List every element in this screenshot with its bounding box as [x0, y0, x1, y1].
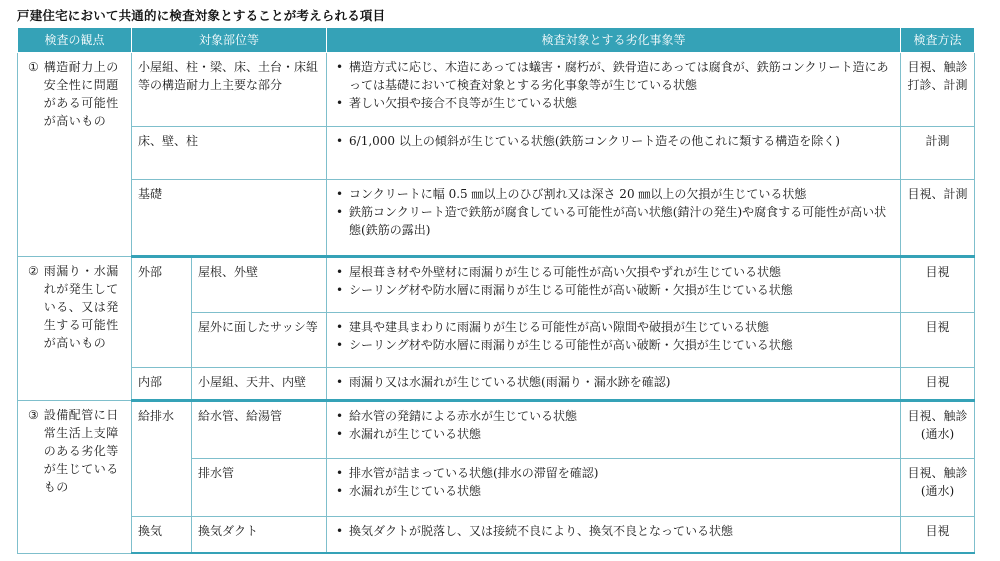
- perspective-text: 構造耐力上の安全性に問題がある可能性が高いもの: [43, 60, 119, 128]
- degradation-item: • 6/1,000 以上の傾斜が生じている状態(鉄筋コンクリート造その他これに類する構造を除く): [333, 132, 894, 150]
- category-cell: 換気: [132, 517, 192, 553]
- part-cell: 小屋組、柱・梁、床、土台・床組等の構造耐力上主要な部分: [132, 53, 327, 127]
- part-cell: 床、壁、柱: [132, 126, 327, 179]
- method-cell: [901, 180, 975, 257]
- degradation-item: • 著しい欠損や接合不良等が生じている状態: [333, 94, 894, 112]
- method-cell: [901, 517, 975, 553]
- document-title: 戸建住宅において共通的に検査対象とすることが考えられる項目: [17, 8, 386, 23]
- table-row: [18, 367, 975, 400]
- method-cell: [901, 458, 975, 517]
- degradation-cell: [327, 401, 901, 459]
- part-cell: 排水管: [192, 458, 327, 517]
- degradation-cell: [327, 517, 901, 553]
- perspective-cell: [18, 256, 132, 400]
- method-cell: [901, 53, 975, 127]
- part-cell: 基礎: [132, 180, 327, 257]
- category-cell: 給排水: [132, 401, 192, 517]
- perspective-number: ②: [28, 263, 39, 278]
- degradation-cell: [327, 458, 901, 517]
- table-row: [18, 53, 975, 127]
- method-cell: [901, 401, 975, 459]
- perspective-number: ③: [28, 408, 39, 423]
- table-row: [18, 401, 975, 459]
- method-text: 計測: [925, 133, 950, 148]
- degradation-item: • 換気ダクトが脱落し、又は接続不良により、換気不良となっている状態: [333, 522, 894, 540]
- degradation-item: • 雨漏り又は水漏れが生じている状態(雨漏り・漏水跡を確認): [333, 373, 894, 391]
- degradation-item: • 給水管の発錆による赤水が生じている状態: [333, 407, 894, 425]
- method-text: 目視、触診: [907, 409, 968, 424]
- method-cell: [901, 126, 975, 179]
- degradation-cell: [327, 367, 901, 400]
- part-cell: 屋外に面したサッシ等: [192, 313, 327, 367]
- degradation-item: • 屋根葺き材や外壁材に雨漏りが生じる可能性が高い欠損やずれが生じている状態: [333, 263, 894, 281]
- category-cell: 内部: [132, 367, 192, 400]
- degradation-item: • 構造方式に応じ、木造にあっては蟻害・腐朽が、鉄骨造にあっては腐食が、鉄筋コンクリート造にあっては基礎において検査対象とする劣化事象等が生じている状態: [333, 58, 894, 94]
- method-text: (通水): [920, 483, 955, 498]
- method-text: 目視: [925, 320, 950, 335]
- category-cell: 外部: [132, 256, 192, 367]
- part-cell: 屋根、外壁: [192, 256, 327, 313]
- inspection-items-table: [17, 27, 975, 554]
- method-text: 目視: [925, 524, 950, 539]
- method-text: 目視: [925, 374, 950, 389]
- perspective-text: 設備配管に日常生活上支障のある劣化等が生じているもの: [43, 408, 119, 495]
- degradation-item: • 鉄筋コンクリート造で鉄筋が腐食している可能性が高い状態(錆汁の発生)や腐食する可能性が高い状態(鉄筋の露出): [333, 203, 894, 239]
- degradation-item: • シーリング材や防水層に雨漏りが生じる可能性が高い破断・欠損が生じている状態: [333, 336, 894, 354]
- method-text: 目視、触診: [907, 60, 968, 74]
- method-cell: [901, 313, 975, 367]
- degradation-item: • シーリング材や防水層に雨漏りが生じる可能性が高い破断・欠損が生じている状態: [333, 281, 894, 299]
- perspective-number: ①: [28, 60, 39, 74]
- method-cell: [901, 256, 975, 313]
- degradation-cell: [327, 180, 901, 257]
- header-target-part: 対象部位等: [132, 28, 327, 53]
- degradation-item: • 建具や建具まわりに雨漏りが生じる可能性が高い隙間や破損が生じている状態: [333, 318, 894, 336]
- method-text: 目視、触診: [907, 465, 968, 480]
- table-row: [18, 126, 975, 179]
- part-cell: 給水管、給湯管: [192, 401, 327, 459]
- header-method: 検査方法: [901, 28, 975, 53]
- part-cell: 小屋組、天井、内壁: [192, 367, 327, 400]
- degradation-cell: [327, 53, 901, 127]
- degradation-cell: [327, 126, 901, 179]
- degradation-item: • 排水管が詰まっている状態(排水の滞留を確認): [333, 464, 894, 482]
- header-perspective: 検査の観点: [18, 28, 132, 53]
- perspective-cell: [18, 53, 132, 257]
- table-row: [18, 180, 975, 257]
- header-degradation: 検査対象とする劣化事象等: [327, 28, 901, 53]
- method-text: 打診、計測: [907, 78, 968, 92]
- method-text: (通水): [920, 427, 955, 442]
- degradation-item: • コンクリートに幅 0.5 ㎜以上のひび割れ又は深さ 20 ㎜以上の欠損が生じている状態: [333, 185, 894, 203]
- method-cell: [901, 367, 975, 400]
- method-text: 目視、計測: [907, 187, 968, 202]
- degradation-item: • 水漏れが生じている状態: [333, 425, 894, 443]
- perspective-text: 雨漏り・水漏れが発生している、又は発生する可能性が高いもの: [43, 263, 119, 350]
- part-cell: 換気ダクト: [192, 517, 327, 553]
- table-header-row: [18, 28, 975, 53]
- table-row: [18, 517, 975, 553]
- table-row: [18, 256, 975, 313]
- degradation-item: • 水漏れが生じている状態: [333, 482, 894, 500]
- degradation-cell: [327, 256, 901, 313]
- perspective-cell: [18, 401, 132, 553]
- degradation-cell: [327, 313, 901, 367]
- method-text: 目視: [925, 264, 950, 279]
